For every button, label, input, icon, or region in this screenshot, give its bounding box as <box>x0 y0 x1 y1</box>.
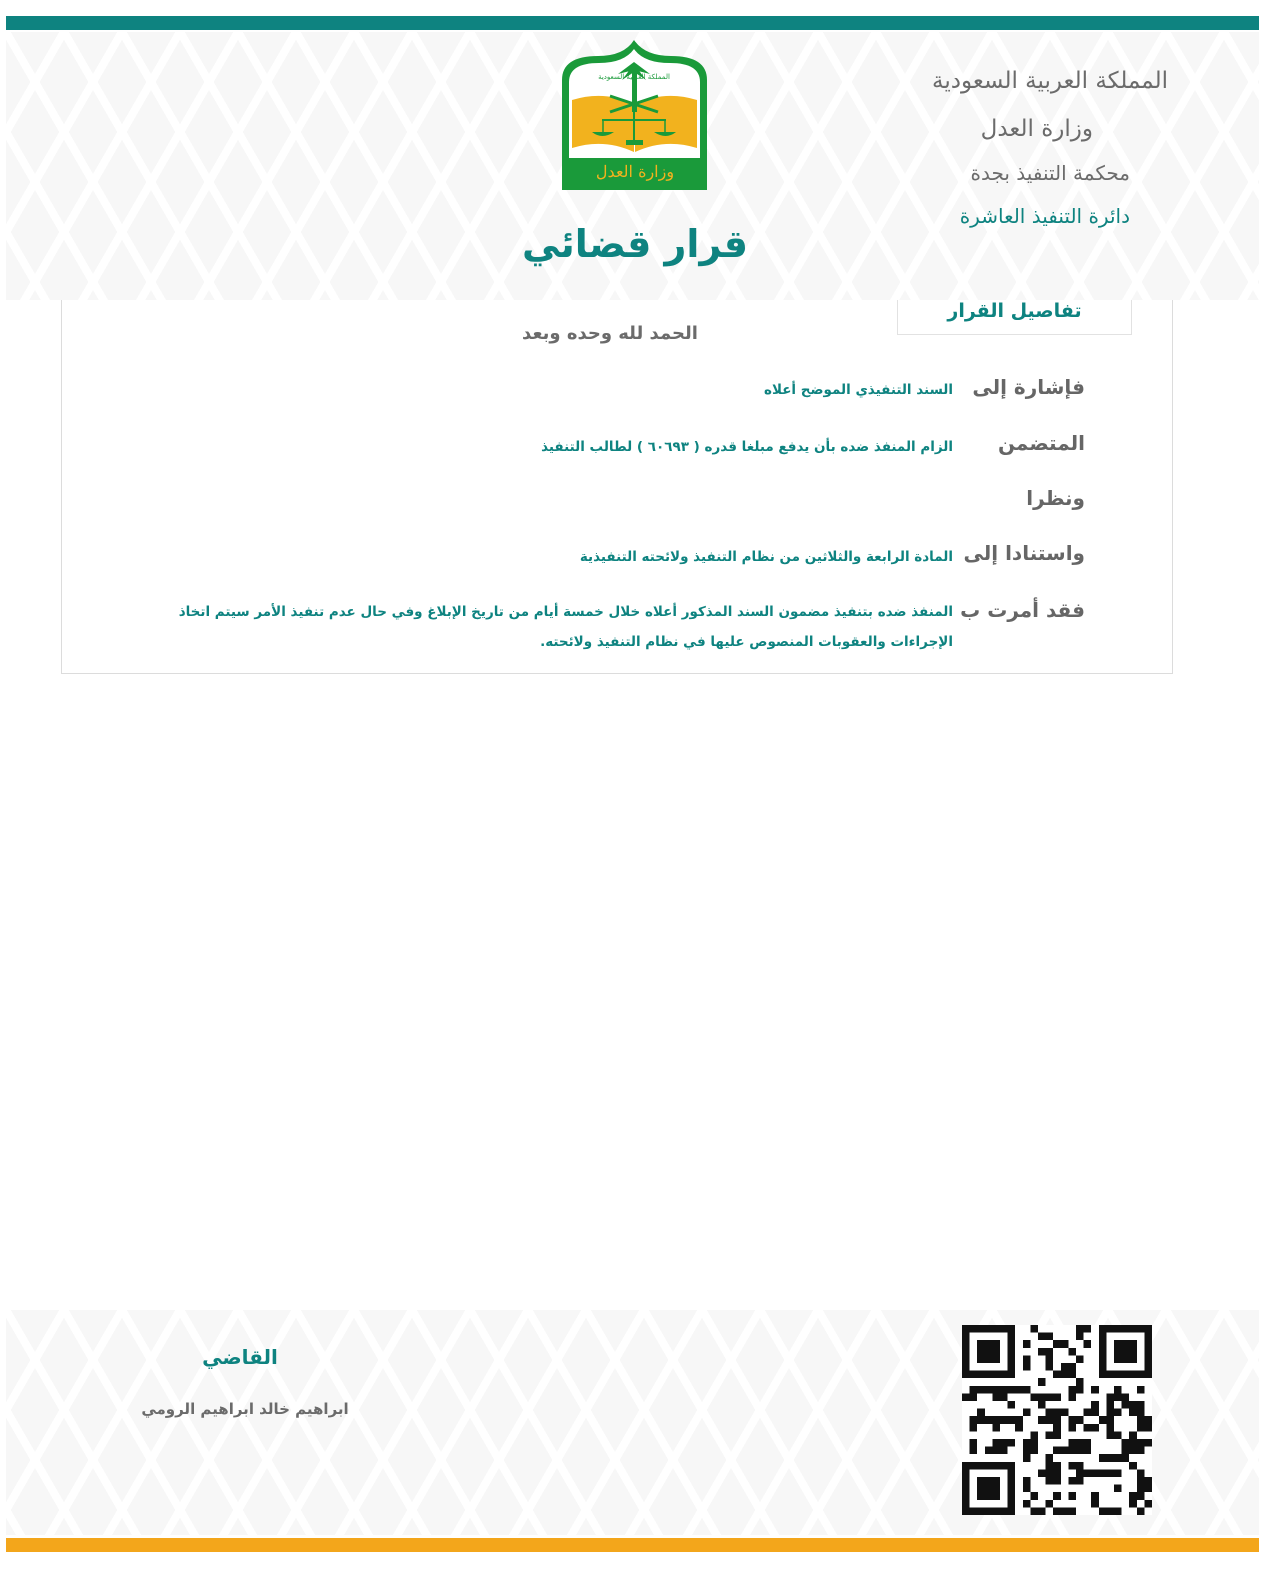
detail-label-considering: ونظرا <box>1026 486 1085 510</box>
detail-label-content: المتضمن <box>997 431 1085 455</box>
judge-title: القاضي <box>202 1345 278 1369</box>
detail-value-based-on: المادة الرابعة والثلاثين من نظام التنفيذ ولائحته التنفيذية <box>579 549 953 565</box>
detail-label-ordered: فقد أمرت ب <box>960 598 1085 622</box>
logo-top-text: المملكة العربية السعودية <box>598 73 670 81</box>
page-title: قرار قضائي <box>522 222 748 266</box>
detail-value-content: الزام المنفذ ضده بأن يدفع مبلغا قدره ( ٦٠٦٩٣ ) لطالب التنفيذ <box>541 439 953 455</box>
opening-praise: الحمد لله وحده وبعد <box>522 323 698 344</box>
judge-name: ابراهيم خالد ابراهيم الرومي <box>141 1400 349 1418</box>
bottom-accent-bar <box>6 1538 1259 1552</box>
top-accent-bar <box>6 16 1259 30</box>
verification-qr-code <box>962 1325 1152 1515</box>
tab-decision-details: تفاصيل القرار <box>897 300 1132 335</box>
detail-value-ordered: المنفذ ضده بتنفيذ مضمون السند المذكور أعلاه خلال خمسة أيام من تاريخ الإبلاغ وفي حال عدم تنفيذ الأمر سيتم اتخاذ الإجراءات والعقوبات المنصوص عليها في نظام التنفيذ ولائحته. <box>178 604 953 650</box>
logo-banner-text: وزارة العدل <box>595 162 675 181</box>
org-circuit: دائرة التنفيذ العاشرة <box>959 204 1130 228</box>
detail-label-based-on: واستنادا إلى <box>963 541 1085 565</box>
detail-value-reference: السند التنفيذي الموضح أعلاه <box>763 382 953 398</box>
detail-label-reference: فإشارة إلى <box>972 375 1085 399</box>
org-ministry: وزارة العدل <box>980 116 1093 142</box>
org-court: محكمة التنفيذ بجدة <box>970 161 1130 185</box>
org-kingdom: المملكة العربية السعودية <box>932 68 1168 94</box>
